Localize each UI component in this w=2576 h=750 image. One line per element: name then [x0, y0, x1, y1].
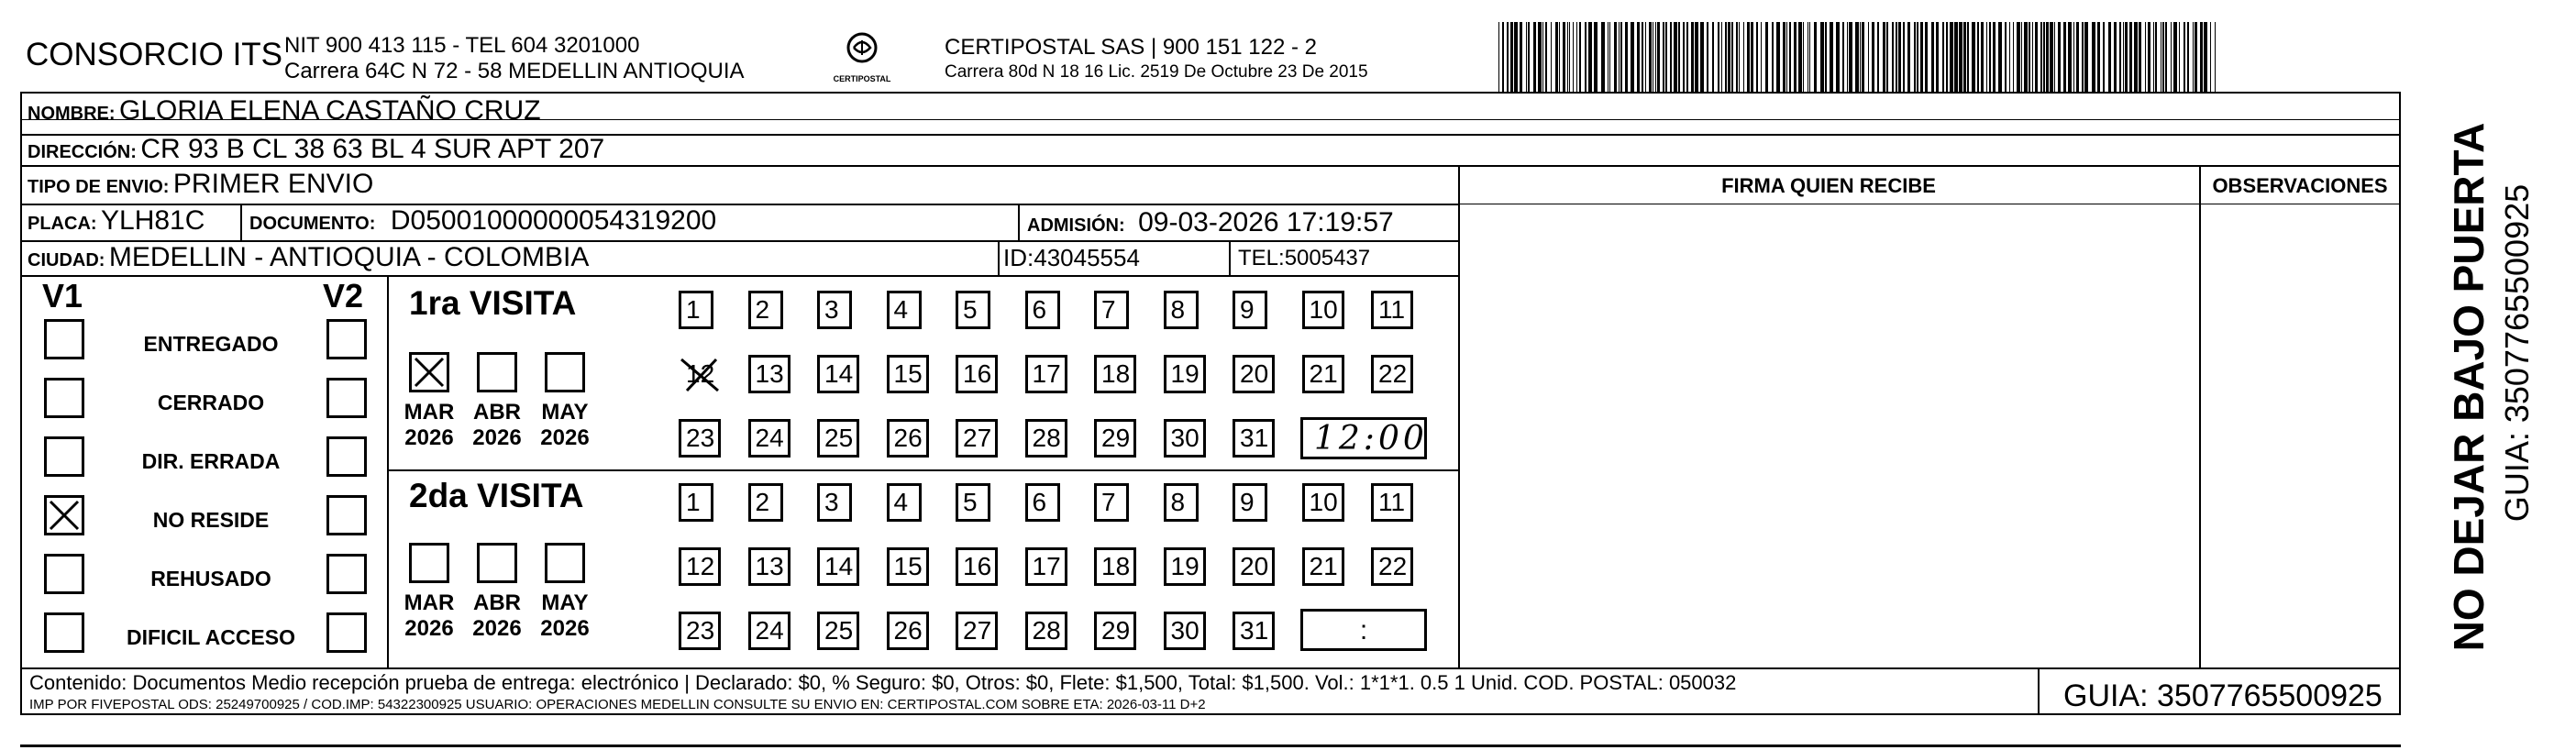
status-v1-checkbox[interactable]	[44, 612, 84, 653]
day-number: 29	[1101, 424, 1131, 452]
day-number: 18	[1101, 359, 1131, 388]
first-visit-day-box[interactable]	[679, 355, 721, 393]
second-visit-day-box[interactable]	[1094, 483, 1129, 522]
day-number: 25	[824, 424, 854, 452]
id-label: ID:	[1003, 244, 1034, 271]
first-visit-month-checkbox[interactable]	[545, 352, 585, 392]
day-number: 19	[1170, 552, 1200, 580]
day-number: 25	[824, 616, 854, 645]
placa-label: PLACA:	[28, 214, 97, 234]
status-v1-checkbox[interactable]	[44, 319, 84, 359]
day-number: 9	[1240, 488, 1255, 516]
first-visit-month-name: ABR	[473, 400, 521, 425]
second-visit-day-box[interactable]	[679, 547, 721, 586]
documento-label: DOCUMENTO:	[249, 214, 376, 234]
side-guia: GUIA: 3507765500925	[2498, 183, 2536, 523]
day-number: 5	[963, 295, 978, 324]
day-number: 20	[1240, 552, 1269, 580]
tel-label: TEL:	[1238, 246, 1285, 270]
nombre-label: NOMBRE:	[28, 104, 116, 124]
day-number: 13	[755, 552, 784, 580]
first-visit-month-name: MAY	[541, 400, 589, 425]
first-visit-month-year: 2026	[540, 425, 590, 450]
day-number: 16	[963, 359, 992, 388]
day-number: 2	[755, 488, 770, 516]
second-visit-day-box[interactable]	[887, 547, 929, 586]
second-visit-time: :	[1359, 615, 1368, 645]
observaciones-header: OBSERVACIONES	[2212, 174, 2388, 197]
day-number: 21	[1309, 359, 1338, 388]
second-visit-month-year: 2026	[472, 616, 522, 641]
status-label: ENTREGADO	[143, 332, 279, 356]
day-number: 4	[893, 488, 909, 516]
second-visit-month-checkbox[interactable]	[477, 543, 517, 583]
second-visit-day-box[interactable]	[817, 612, 859, 650]
first-visit-day-box[interactable]	[887, 291, 922, 329]
first-visit-day-box[interactable]	[748, 419, 790, 458]
second-visit-day-box[interactable]	[1233, 612, 1275, 650]
day-number: 26	[893, 424, 923, 452]
status-v2-checkbox[interactable]	[326, 495, 367, 535]
first-visit-day-box[interactable]	[817, 291, 852, 329]
second-visit-day-box[interactable]	[956, 547, 998, 586]
first-visit-month-checkbox[interactable]	[477, 352, 517, 392]
day-number: 21	[1309, 552, 1338, 580]
day-number: 13	[755, 359, 784, 388]
day-number: 11	[1378, 295, 1406, 324]
day-number: 10	[1309, 488, 1338, 516]
first-visit-day-box[interactable]	[887, 355, 929, 393]
id-value: 43045554	[1034, 244, 1140, 271]
second-visit-month-name: MAR	[404, 590, 455, 615]
day-number: 27	[963, 616, 992, 645]
status-v1-checkbox[interactable]	[44, 436, 84, 477]
first-visit-month-year: 2026	[472, 425, 522, 450]
day-number: 19	[1170, 359, 1200, 388]
second-visit-day-box[interactable]	[817, 483, 852, 522]
second-visit-day-box[interactable]	[887, 612, 929, 650]
day-number: 3	[824, 488, 839, 516]
first-visit-day-box[interactable]	[817, 419, 859, 458]
first-visit-day-box[interactable]	[1025, 419, 1067, 458]
second-visit-month-year: 2026	[404, 616, 454, 641]
first-visit-month-name: MAR	[404, 400, 455, 425]
day-number: 24	[755, 616, 784, 645]
day-number: 1	[686, 295, 701, 324]
second-visit-day-box[interactable]	[1233, 483, 1267, 522]
day-number: 27	[963, 424, 992, 452]
day-number: 15	[893, 552, 923, 580]
second-visit-day-box[interactable]	[1025, 483, 1060, 522]
status-v1-checkbox[interactable]	[44, 378, 84, 418]
day-number: 29	[1101, 616, 1131, 645]
second-visit-day-box[interactable]	[817, 547, 859, 586]
first-visit-month-checkbox[interactable]	[409, 352, 449, 392]
license-line: Carrera 80d N 18 16 Lic. 2519 De Octubre 23 De 2015	[945, 62, 1368, 82]
second-visit-day-box[interactable]	[887, 483, 922, 522]
day-number: 17	[1032, 552, 1061, 580]
first-visit-day-box[interactable]	[1302, 291, 1344, 329]
certipostal-logo-icon	[825, 29, 899, 70]
address-line: Carrera 64C N 72 - 58 MEDELLIN ANTIOQUIA	[284, 59, 745, 83]
second-visit-day-box[interactable]	[748, 612, 790, 650]
second-visit-day-box[interactable]	[956, 483, 990, 522]
day-number: 23	[686, 424, 715, 452]
documento-value: D05001000000054319200	[390, 205, 717, 236]
day-number: 1	[686, 488, 701, 516]
first-visit-day-box[interactable]	[1025, 355, 1067, 393]
v1-header: V1	[42, 277, 83, 314]
day-number: 22	[1378, 552, 1408, 580]
logo-caption: CERTIPOSTAL	[833, 74, 891, 83]
day-number: 7	[1101, 295, 1116, 324]
first-visit-day-box[interactable]	[748, 291, 783, 329]
status-v2-checkbox[interactable]	[326, 554, 367, 594]
check-x-icon	[47, 498, 82, 533]
first-visit-day-box[interactable]	[956, 419, 998, 458]
first-visit-day-box[interactable]	[1233, 291, 1267, 329]
day-number: 18	[1101, 552, 1131, 580]
footer-print-line: IMP POR FIVEPOSTAL ODS: 25249700925 / COD.IMP: 54322300925 USUARIO: OPERACIONES MEDELLIN CONSULTE SU ENVIO EN: CERTIPOSTAL.COM SOBRE ETA: 2026-03-11 D+2	[29, 697, 1206, 712]
signature-area[interactable]	[1462, 205, 2197, 666]
day-number: 22	[1378, 359, 1408, 388]
status-v2-checkbox[interactable]	[326, 319, 367, 359]
ciudad-value: MEDELLIN - ANTIOQUIA - COLOMBIA	[108, 242, 590, 272]
status-v1-checkbox[interactable]	[44, 495, 84, 535]
second-visit-day-box[interactable]	[1025, 612, 1067, 650]
first-visit-day-box[interactable]	[956, 291, 990, 329]
status-label: REHUSADO	[150, 567, 271, 590]
first-visit-day-box[interactable]	[1164, 419, 1206, 458]
day-number: 4	[893, 295, 909, 324]
day-number: 30	[1170, 424, 1200, 452]
day-number: 5	[963, 488, 978, 516]
second-visit-time-box[interactable]	[1300, 609, 1427, 651]
barcode-image	[1497, 22, 2223, 92]
first-visit-day-box[interactable]	[956, 355, 998, 393]
direccion-label: DIRECCIÓN:	[28, 142, 137, 162]
second-visit-day-box[interactable]	[1233, 547, 1275, 586]
day-number: 23	[686, 616, 715, 645]
second-visit-day-box[interactable]	[956, 612, 998, 650]
day-number: 3	[824, 295, 839, 324]
second-visit-day-box[interactable]	[1371, 547, 1413, 586]
second-visit-month-name: ABR	[473, 590, 521, 615]
status-label: DIR. ERRADA	[141, 449, 281, 473]
second-visit-day-box[interactable]	[1025, 547, 1067, 586]
first-visit-day-box[interactable]	[1233, 419, 1275, 458]
day-number: 6	[1032, 295, 1047, 324]
day-number: 30	[1170, 616, 1200, 645]
first-visit-day-box[interactable]	[679, 291, 713, 329]
status-label: DIFICIL ACCESO	[126, 625, 295, 649]
status-v1-checkbox[interactable]	[44, 554, 84, 594]
status-v2-checkbox[interactable]	[326, 378, 367, 418]
status-v2-checkbox[interactable]	[326, 436, 367, 477]
second-visit-month-checkbox[interactable]	[409, 543, 449, 583]
second-visit-day-box[interactable]	[1164, 547, 1206, 586]
day-number: 11	[1378, 488, 1406, 516]
first-visit-day-box[interactable]	[1371, 355, 1413, 393]
day-number: 31	[1240, 424, 1269, 452]
tel-value: 5005437	[1284, 246, 1371, 270]
second-visit-day-box[interactable]	[679, 612, 721, 650]
check-x-icon	[412, 355, 447, 390]
second-visit-day-box[interactable]	[1164, 612, 1206, 650]
first-visit-day-box[interactable]	[1025, 291, 1060, 329]
status-label: CERRADO	[157, 391, 265, 414]
first-visit-title: 1ra VISITA	[409, 284, 577, 322]
firma-header: FIRMA QUIEN RECIBE	[1721, 174, 1936, 197]
footer-guia: GUIA: 3507765500925	[2063, 678, 2383, 713]
day-number: 7	[1101, 488, 1116, 516]
day-number: 8	[1170, 488, 1186, 516]
recipient-name: GLORIA ELENA CASTAÑO CRUZ	[119, 95, 541, 126]
nit-line: NIT 900 413 115 - TEL 604 3201000	[284, 33, 640, 58]
first-visit-day-box[interactable]	[1164, 291, 1199, 329]
second-visit-month-name: MAY	[541, 590, 589, 615]
recipient-address: CR 93 B CL 38 63 BL 4 SUR APT 207	[140, 134, 605, 164]
side-warning: NO DEJAR BAJO PUERTA	[2445, 122, 2493, 652]
company-name: CONSORCIO ITS	[26, 37, 283, 72]
first-visit-day-box[interactable]	[1371, 291, 1413, 329]
first-visit-day-box[interactable]	[817, 355, 859, 393]
day-number: 16	[963, 552, 992, 580]
second-visit-day-box[interactable]	[1164, 483, 1199, 522]
day-cross-icon	[678, 354, 724, 394]
first-visit-day-box[interactable]	[748, 355, 790, 393]
second-visit-day-box[interactable]	[748, 547, 790, 586]
first-visit-day-box[interactable]	[1094, 291, 1129, 329]
second-visit-title: 2da VISITA	[409, 477, 584, 514]
day-number: 12	[686, 552, 715, 580]
status-v2-checkbox[interactable]	[326, 612, 367, 653]
day-number: 20	[1240, 359, 1269, 388]
second-visit-month-checkbox[interactable]	[545, 543, 585, 583]
second-visit-day-box[interactable]	[1302, 483, 1344, 522]
admision-value: 09-03-2026 17:19:57	[1138, 207, 1394, 237]
day-number: 15	[893, 359, 923, 388]
day-number: 17	[1032, 359, 1061, 388]
day-number: 8	[1170, 295, 1186, 324]
first-visit-day-box[interactable]	[1094, 419, 1136, 458]
second-visit-month-year: 2026	[540, 616, 590, 641]
admision-label: ADMISIÓN:	[1027, 215, 1125, 236]
second-visit-day-box[interactable]	[748, 483, 783, 522]
first-visit-day-box[interactable]	[1302, 355, 1344, 393]
certipostal-logo	[825, 29, 899, 86]
second-visit-day-box[interactable]	[1371, 483, 1413, 522]
tipo-envio-label: TIPO DE ENVIO:	[28, 177, 170, 197]
first-visit-day-box[interactable]	[679, 419, 721, 458]
second-visit-day-box[interactable]	[1094, 547, 1136, 586]
first-visit-time: 12:00	[1314, 420, 1428, 458]
second-visit-day-box[interactable]	[679, 483, 713, 522]
observations-area[interactable]	[2203, 205, 2397, 666]
day-number: 9	[1240, 295, 1255, 324]
first-visit-time-box[interactable]	[1300, 417, 1427, 459]
second-visit-day-box[interactable]	[1302, 547, 1344, 586]
tipo-envio-value: PRIMER ENVIO	[172, 169, 374, 199]
ciudad-label: CIUDAD:	[28, 250, 105, 270]
day-number: 28	[1032, 616, 1061, 645]
first-visit-day-box[interactable]	[1164, 355, 1206, 393]
day-number: 26	[893, 616, 923, 645]
second-visit-day-box[interactable]	[1094, 612, 1136, 650]
day-number: 6	[1032, 488, 1047, 516]
v2-header: V2	[323, 277, 364, 314]
first-visit-day-box[interactable]	[887, 419, 929, 458]
carrier-line: CERTIPOSTAL SAS | 900 151 122 - 2	[945, 35, 1317, 60]
day-number: 2	[755, 295, 770, 324]
day-number: 10	[1309, 295, 1338, 324]
day-number: 31	[1240, 616, 1269, 645]
day-number: 28	[1032, 424, 1061, 452]
status-label: NO RESIDE	[152, 508, 270, 532]
first-visit-day-box[interactable]	[1094, 355, 1136, 393]
day-number: 14	[824, 359, 854, 388]
day-number: 24	[755, 424, 784, 452]
footer-content-line: Contenido: Documentos Medio recepción prueba de entrega: electrónico | Declarado: $0, % Seguro: $0, Otros: $0, Flete: $1,500, Total: $1,500. Vol.: 1*1*1. 0.5 1 Unid. COD. POSTAL: 050032	[29, 671, 1737, 694]
day-number: 12	[686, 359, 715, 388]
first-visit-month-year: 2026	[404, 425, 454, 450]
day-number: 14	[824, 552, 854, 580]
first-visit-day-box[interactable]	[1233, 355, 1275, 393]
placa-value: YLH81C	[101, 205, 205, 236]
